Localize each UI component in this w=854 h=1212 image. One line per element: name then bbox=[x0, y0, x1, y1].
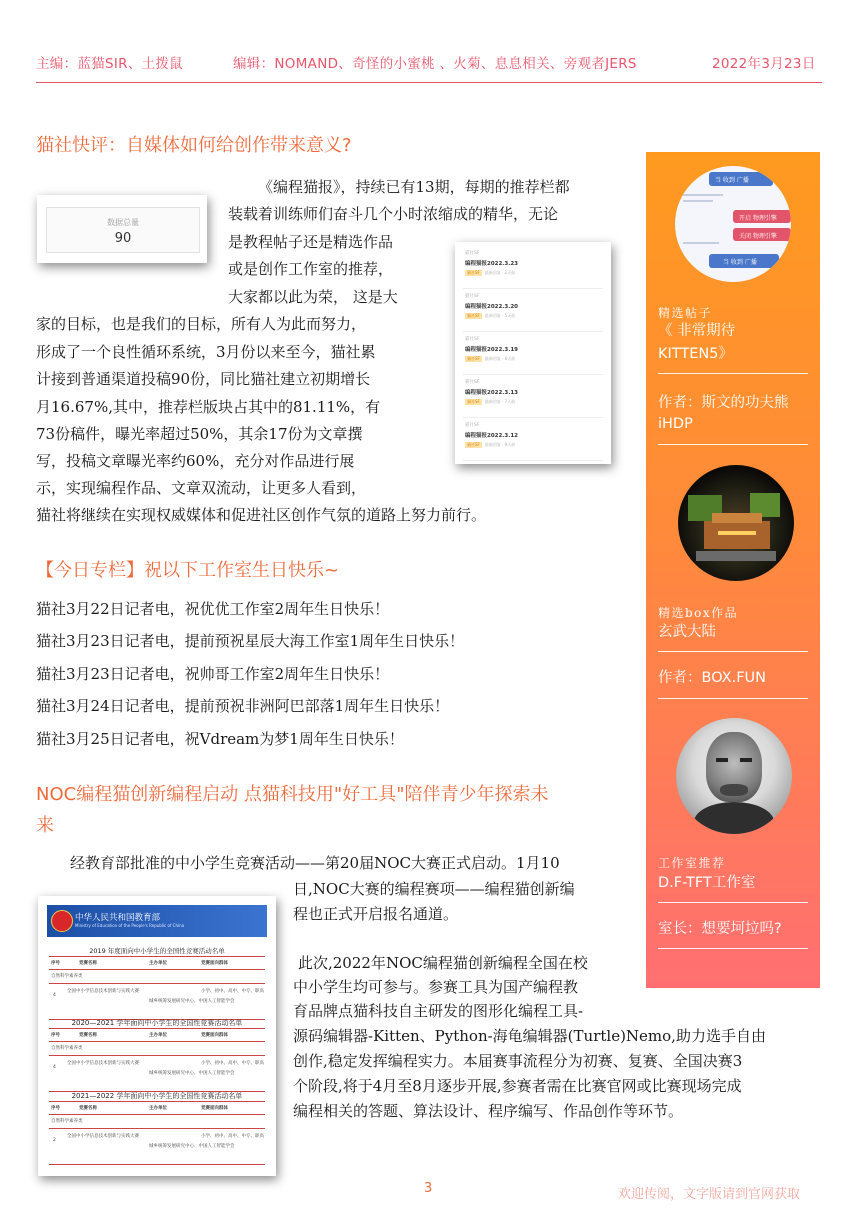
post-tag: 猫社SF bbox=[465, 380, 480, 385]
post-author-line bbox=[465, 293, 479, 299]
comment-line bbox=[683, 200, 713, 202]
featured-post-author: 作者：斯文的功夫熊 bbox=[658, 395, 789, 411]
voxel-roof bbox=[712, 513, 762, 523]
post-meta bbox=[465, 356, 515, 362]
review-line: 月16.67%,其中，推荐栏版块占其中的81.11%，有 bbox=[36, 398, 381, 416]
birthday-item: 猫社3月22日记者电，祝优优工作室2周年生日快乐！ bbox=[36, 600, 390, 618]
stat-value: 90 bbox=[114, 231, 132, 246]
doc-col-header: 序号 bbox=[51, 1033, 60, 1038]
code-block: 当 收到 广播 bbox=[709, 172, 773, 186]
post-title: 编程猫报2022.3.13 bbox=[465, 390, 518, 396]
noc-title: NOC编程猫创新编程启动 点猫科技用"好工具"陪伴青少年探索未 bbox=[36, 784, 549, 805]
featured-post-title-cont[interactable]: KITTEN5》 bbox=[658, 346, 733, 362]
review-line: 写，投稿文章曝光率约60%，充分对作品进行展 bbox=[36, 452, 355, 470]
voxel-ground bbox=[696, 551, 776, 561]
doc-col-header: 竞赛名称 bbox=[79, 1106, 97, 1111]
birthday-item: 猫社3月24日记者电，提前预祝非洲阿巴部落1周年生日快乐！ bbox=[36, 697, 450, 715]
editors: 编辑：NOMAND、奇怪的小蜜桃 、火菊、息息相关、旁观者JERS bbox=[233, 56, 637, 72]
portrait-eye bbox=[740, 758, 752, 762]
footer-note: 欢迎传阅，文字版请到官网获取 bbox=[618, 1187, 801, 1202]
noc-line: 此次,2022年NOC编程猫创新编程全国在校 bbox=[298, 954, 588, 972]
stat-photo bbox=[37, 195, 207, 263]
post-badge: 猫社SF bbox=[467, 399, 480, 404]
doc-row-name: 全国中小学信息技术创新与实践大赛 bbox=[67, 989, 139, 994]
doc-col-header: 竞赛面向群体 bbox=[201, 961, 228, 966]
studio-leader: 室长：想要坷垃吗? bbox=[658, 921, 782, 937]
doc-heading: 2021—2022 学年面向中小学生的全国性竞赛活动名单 bbox=[71, 1092, 243, 1100]
noc-line: 创作,稳定发挥编程实力。本届赛事流程分为初赛、复赛、全国决赛3 bbox=[293, 1052, 743, 1070]
voxel-lights bbox=[718, 531, 756, 535]
featured-box-title[interactable]: 玄武大陆 bbox=[658, 624, 716, 640]
doc-row-org: 城乡统筹发展研究中心、中国人工智能学会 bbox=[149, 1144, 235, 1149]
post-badge: 猫社SF bbox=[467, 270, 480, 275]
stat-card bbox=[46, 207, 200, 253]
noc-title-cont: 来 bbox=[36, 815, 54, 836]
studio-avatar[interactable] bbox=[676, 718, 792, 834]
chief-editor: 主编：蓝猫SIR、土拨鼠 bbox=[36, 56, 184, 72]
featured-post-title[interactable]: 《 非常期待 bbox=[658, 323, 736, 339]
doc-table bbox=[49, 1101, 265, 1165]
stat-label: 数据总量 bbox=[107, 218, 139, 227]
doc-col-header: 竞赛面向群体 bbox=[201, 1033, 228, 1038]
review-line: 《编程猫报》，持续已有13期，每期的推荐栏都 bbox=[258, 178, 570, 196]
doc-rule bbox=[49, 969, 265, 970]
featured-box-label: 精选box作品 bbox=[658, 606, 739, 620]
featured-box-author: 作者：BOX.FUN bbox=[658, 670, 767, 686]
birthday-item: 猫社3月25日记者电，祝Vdream为梦1周年生日快乐！ bbox=[36, 730, 404, 748]
column-title: 【今日专栏】祝以下工作室生日快乐~ bbox=[36, 560, 340, 581]
doc-rule bbox=[49, 1114, 265, 1115]
portrait-beard bbox=[720, 784, 748, 796]
post-meta bbox=[465, 313, 515, 319]
doc-col-header: 竞赛面向群体 bbox=[201, 1106, 228, 1111]
doc-row-org: 城乡统筹发展研究中心、中国人工智能学会 bbox=[149, 1071, 235, 1076]
post-row bbox=[463, 250, 603, 289]
post-meta-text: 最新回复 · 2天前 bbox=[484, 270, 516, 275]
noc-line: 经教育部批准的中小学生竞赛活动——第20届NOC大赛正式启动。1月10 bbox=[70, 854, 560, 872]
post-row bbox=[463, 379, 603, 418]
post-row bbox=[463, 293, 603, 332]
comment-line bbox=[683, 194, 723, 196]
review-line: 或是创作工作室的推荐， bbox=[228, 260, 394, 278]
post-tag: 猫社SF bbox=[465, 423, 480, 428]
noc-line: 育品牌点猫科技自主研发的图形化编程工具- bbox=[293, 1002, 584, 1020]
review-line: 形成了一个良性循环系统，3月份以来至今，猫社累 bbox=[36, 343, 376, 361]
post-title: 编程猫报2022.3.20 bbox=[465, 304, 518, 310]
sidebar-divider bbox=[658, 948, 808, 949]
review-line: 猫社将继续在实现权威媒体和促进社区创作气氛的道路上努力前行。 bbox=[36, 506, 487, 524]
doc-col-header: 主办单位 bbox=[149, 1106, 167, 1111]
review-line: 大家都以此为荣， 这是大 bbox=[228, 288, 398, 306]
featured-post-author-cont: iHDP bbox=[658, 416, 693, 432]
portrait-eye bbox=[716, 758, 728, 762]
sidebar-divider bbox=[658, 698, 808, 699]
post-tag: 猫社SF bbox=[465, 294, 480, 299]
post-badge: 猫社SF bbox=[467, 356, 480, 361]
doc-col-header: 主办单位 bbox=[149, 1033, 167, 1038]
sidebar-divider bbox=[658, 902, 808, 903]
code-block: 开启 物理引擎 bbox=[733, 210, 791, 223]
issue-date: 2022年3月23日 bbox=[712, 56, 816, 72]
noc-line: 程也正式开启报名通道。 bbox=[293, 905, 459, 923]
sidebar-divider bbox=[658, 651, 808, 652]
review-line: 是教程帖子还是精选作品 bbox=[228, 233, 394, 251]
post-author-line bbox=[465, 250, 479, 256]
review-line: 计接到普通渠道投稿90份，同比猫社建立初期增长 bbox=[36, 370, 371, 388]
voxel-building bbox=[704, 521, 770, 549]
doc-heading: 2019 年度面向中小学生的全国性竞赛活动名单 bbox=[89, 947, 225, 955]
post-badge: 猫社SF bbox=[467, 313, 480, 318]
doc-row-name: 全国中小学信息技术创新与实践大赛 bbox=[67, 1134, 139, 1139]
doc-row-target: 小学、初中、高中、中专、职高 bbox=[201, 1061, 264, 1066]
post-meta-text: 最新回复 · 6天前 bbox=[484, 356, 516, 361]
noc-line: 日,NOC大赛的编程赛项——编程猫创新编 bbox=[293, 880, 575, 898]
studio-name[interactable]: D.F-TFT工作室 bbox=[658, 875, 756, 891]
doc-table bbox=[49, 1028, 265, 1092]
doc-rule bbox=[49, 1055, 265, 1056]
page-number: 3 bbox=[424, 1181, 433, 1196]
post-meta bbox=[465, 270, 515, 276]
doc-col-header: 序号 bbox=[51, 961, 60, 966]
noc-line: 源码编辑器-Kitten、Python-海龟编辑器(Turtle)Nemo,助力选手自由 bbox=[293, 1027, 766, 1045]
comment-line bbox=[683, 242, 719, 244]
review-line: 73份稿件，曝光率超过50%，其余17份为文章撰 bbox=[36, 425, 363, 443]
post-author-line bbox=[465, 422, 479, 428]
post-tag: 猫社SF bbox=[465, 251, 480, 256]
post-title: 编程猫报2022.3.19 bbox=[465, 347, 518, 353]
doc-rule bbox=[49, 983, 265, 984]
doc-table bbox=[49, 956, 265, 1020]
post-row bbox=[463, 422, 603, 461]
post-author-line bbox=[465, 379, 479, 385]
box-work-thumbnail[interactable] bbox=[678, 465, 794, 581]
doc-rule bbox=[49, 1128, 265, 1129]
doc-row-number: 4 bbox=[53, 1065, 56, 1070]
sidebar-divider bbox=[658, 373, 808, 374]
code-block: 当 收到 广播 bbox=[709, 254, 779, 268]
ministry-banner bbox=[47, 905, 267, 937]
doc-category: 自然科学素养类 bbox=[51, 974, 83, 979]
notice-photo bbox=[38, 896, 276, 1176]
studio-label: 工作室推荐 bbox=[658, 856, 726, 870]
post-title: 编程猫报2022.3.12 bbox=[465, 433, 518, 439]
post-author-line bbox=[465, 336, 479, 342]
post-badge: 猫社SF bbox=[467, 442, 480, 447]
doc-row-number: 2 bbox=[53, 1138, 56, 1143]
ministry-name-en: Ministry of Education of the People's Republic of China bbox=[75, 923, 185, 928]
post-thumbnail[interactable] bbox=[675, 166, 791, 282]
doc-row-target: 小学、初中、高中、中专、职高 bbox=[201, 1134, 264, 1139]
doc-row-org: 城乡统筹发展研究中心、中国人工智能学会 bbox=[149, 999, 235, 1004]
review-title: 猫社快评：自媒体如何给创作带来意义? bbox=[36, 135, 352, 156]
review-line: 家的目标，也是我们的目标，所有人为此而努力， bbox=[36, 315, 367, 333]
review-line: 示，实现编程作品、文章双流动，让更多人看到， bbox=[36, 479, 367, 497]
code-block: 关闭 物理引擎 bbox=[733, 228, 791, 241]
doc-col-header: 主办单位 bbox=[149, 961, 167, 966]
birthday-item: 猫社3月23日记者电，提前预祝星辰大海工作室1周年生日快乐！ bbox=[36, 632, 465, 650]
doc-col-header: 竞赛名称 bbox=[79, 1033, 97, 1038]
post-meta-text: 最新回复 · 5天前 bbox=[484, 313, 516, 318]
doc-category: 自然科学素养类 bbox=[51, 1119, 83, 1124]
post-tag: 猫社SF bbox=[465, 337, 480, 342]
noc-line: 中小学生均可参与。参赛工具为国产编程教 bbox=[293, 978, 579, 996]
post-title: 编程猫报2022.3.23 bbox=[465, 261, 518, 267]
review-line: 装载着训练师们奋斗几个小时浓缩成的精华，无论 bbox=[228, 205, 559, 223]
ministry-name: 中华人民共和国教育部 bbox=[75, 913, 161, 923]
post-meta bbox=[465, 442, 515, 448]
doc-col-header: 序号 bbox=[51, 1106, 60, 1111]
doc-category: 自然科学素养类 bbox=[51, 1046, 83, 1051]
emblem-icon bbox=[51, 910, 73, 932]
doc-row-name: 全国中小学信息技术创新与实践大赛 bbox=[67, 1061, 139, 1066]
birthday-item: 猫社3月23日记者电，祝帅哥工作室2周年生日快乐！ bbox=[36, 665, 390, 683]
post-meta bbox=[465, 399, 515, 405]
doc-col-header: 竞赛名称 bbox=[79, 961, 97, 966]
noc-line: 编程相关的答题、算法设计、程序编写、作品创作等环节。 bbox=[293, 1102, 684, 1120]
post-row bbox=[463, 336, 603, 375]
doc-row-target: 小学、初中、高中、中专、职高 bbox=[201, 989, 264, 994]
post-meta-text: 最新回复 · 9天前 bbox=[484, 442, 516, 447]
post-meta-text: 最新回复 · 7天前 bbox=[484, 399, 516, 404]
doc-heading: 2020—2021 学年面向中小学生的全国性竞赛活动名单 bbox=[71, 1019, 243, 1027]
portrait-shoulders bbox=[694, 802, 774, 834]
sidebar-divider bbox=[658, 444, 808, 445]
doc-rule bbox=[49, 1041, 265, 1042]
header-rule bbox=[36, 82, 822, 83]
doc-row-number: 4 bbox=[53, 993, 56, 998]
featured-post-label: 精选帖子 bbox=[658, 306, 713, 320]
noc-line: 个阶段,将于4月至8月逐步开展,参赛者需在比赛官网或比赛现场完成 bbox=[293, 1077, 742, 1095]
posts-photo bbox=[455, 242, 611, 464]
